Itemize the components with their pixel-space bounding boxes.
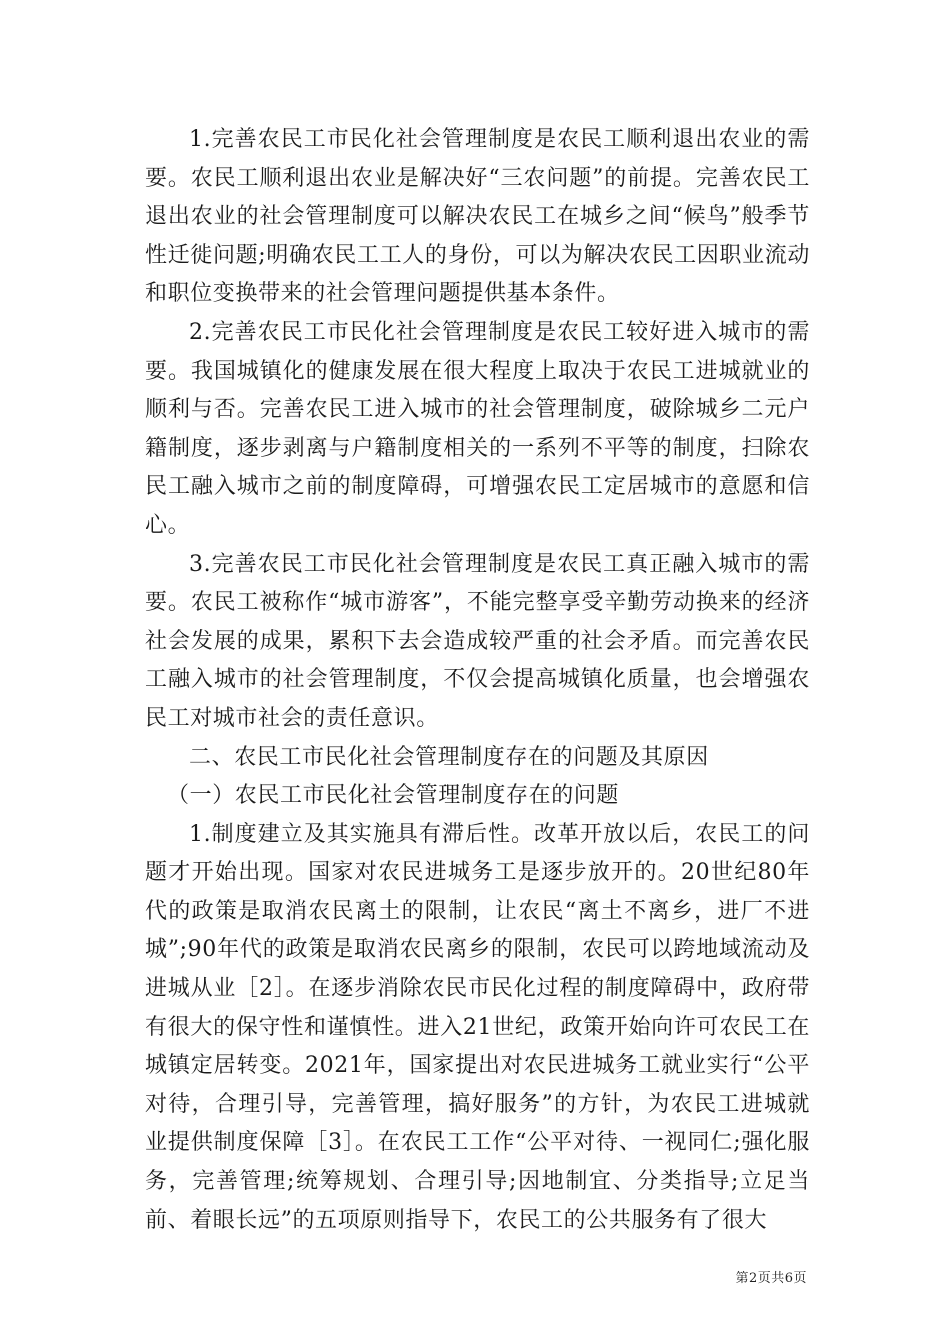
paragraph-3: 3.完善农民工市民化社会管理制度是农民工真正融入城市的需要。农民工被称作“城市游客”，不能完整享受辛勤劳动换来的经济社会发展的成果，累积下去会造成较严重的社会矛盾。而完善农民工融入城市的社会管理制度，不仅会提高城镇化质量，也会增强农民工对城市社会的责任意识。 (145, 551, 810, 731)
paragraph-1: 1.完善农民工市民化社会管理制度是农民工顺利退出农业的需要。农民工顺利退出农业是解决好“三农问题”的前提。完善农民工退出农业的社会管理制度可以解决农民工在城乡之间“候鸟”般季节性迁徙问题;明确农民工工人的身份，可以为解决农民工因职业流动和职位变换带来的社会管理问题提供基本条件。 (145, 127, 810, 307)
paragraph-2: 2.完善农民工市民化社会管理制度是农民工较好进入城市的需要。我国城镇化的健康发展在很大程度上取决于农民工进城就业的顺利与否。完善农民工进入城市的社会管理制度，破除城乡二元户籍制度，逐步剥离与户籍制度相关的一系列不平等的制度，扫除农民工融入城市之前的制度障碍，可增强农民工定居城市的意愿和信心。 (145, 319, 810, 538)
section-heading: 二、农民工市民化社会管理制度存在的问题及其原因 (189, 744, 709, 770)
page-number-footer: 第2页共6页 (735, 1271, 807, 1286)
body-text (145, 121, 810, 1240)
subsection-heading: （一）农民工市民化社会管理制度存在的问题 (167, 783, 620, 809)
paragraph-4: 1.制度建立及其实施具有滞后性。改革开放以后，农民工的问题才开始出现。国家对农民进城务工是逐步放开的。20世纪80年代的政策是取消农民离土的限制，让农民“离土不离乡，进厂不进城”;90年代的政策是取消农民离乡的限制，农民可以跨地域流动及进城从业［2］。在逐步消除农民市民化过程的制度障碍中，政府带有很大的保守性和谨慎性。进入21世纪，政策开始向许可农民工在城镇定居转变。2021年，国家提出对农民进城务工就业实行“公平对待，合理引导，完善管理，搞好服务”的方针，为农民工进城就业提供制度保障［3］。在农民工工作“公平对待、一视同仁;强化服务，完善管理;统筹规划、合理引导;因地制宜、分类指导;立足当前、着眼长远”的五项原则指导下，农民工的公共服务有了很大 (145, 821, 810, 1233)
